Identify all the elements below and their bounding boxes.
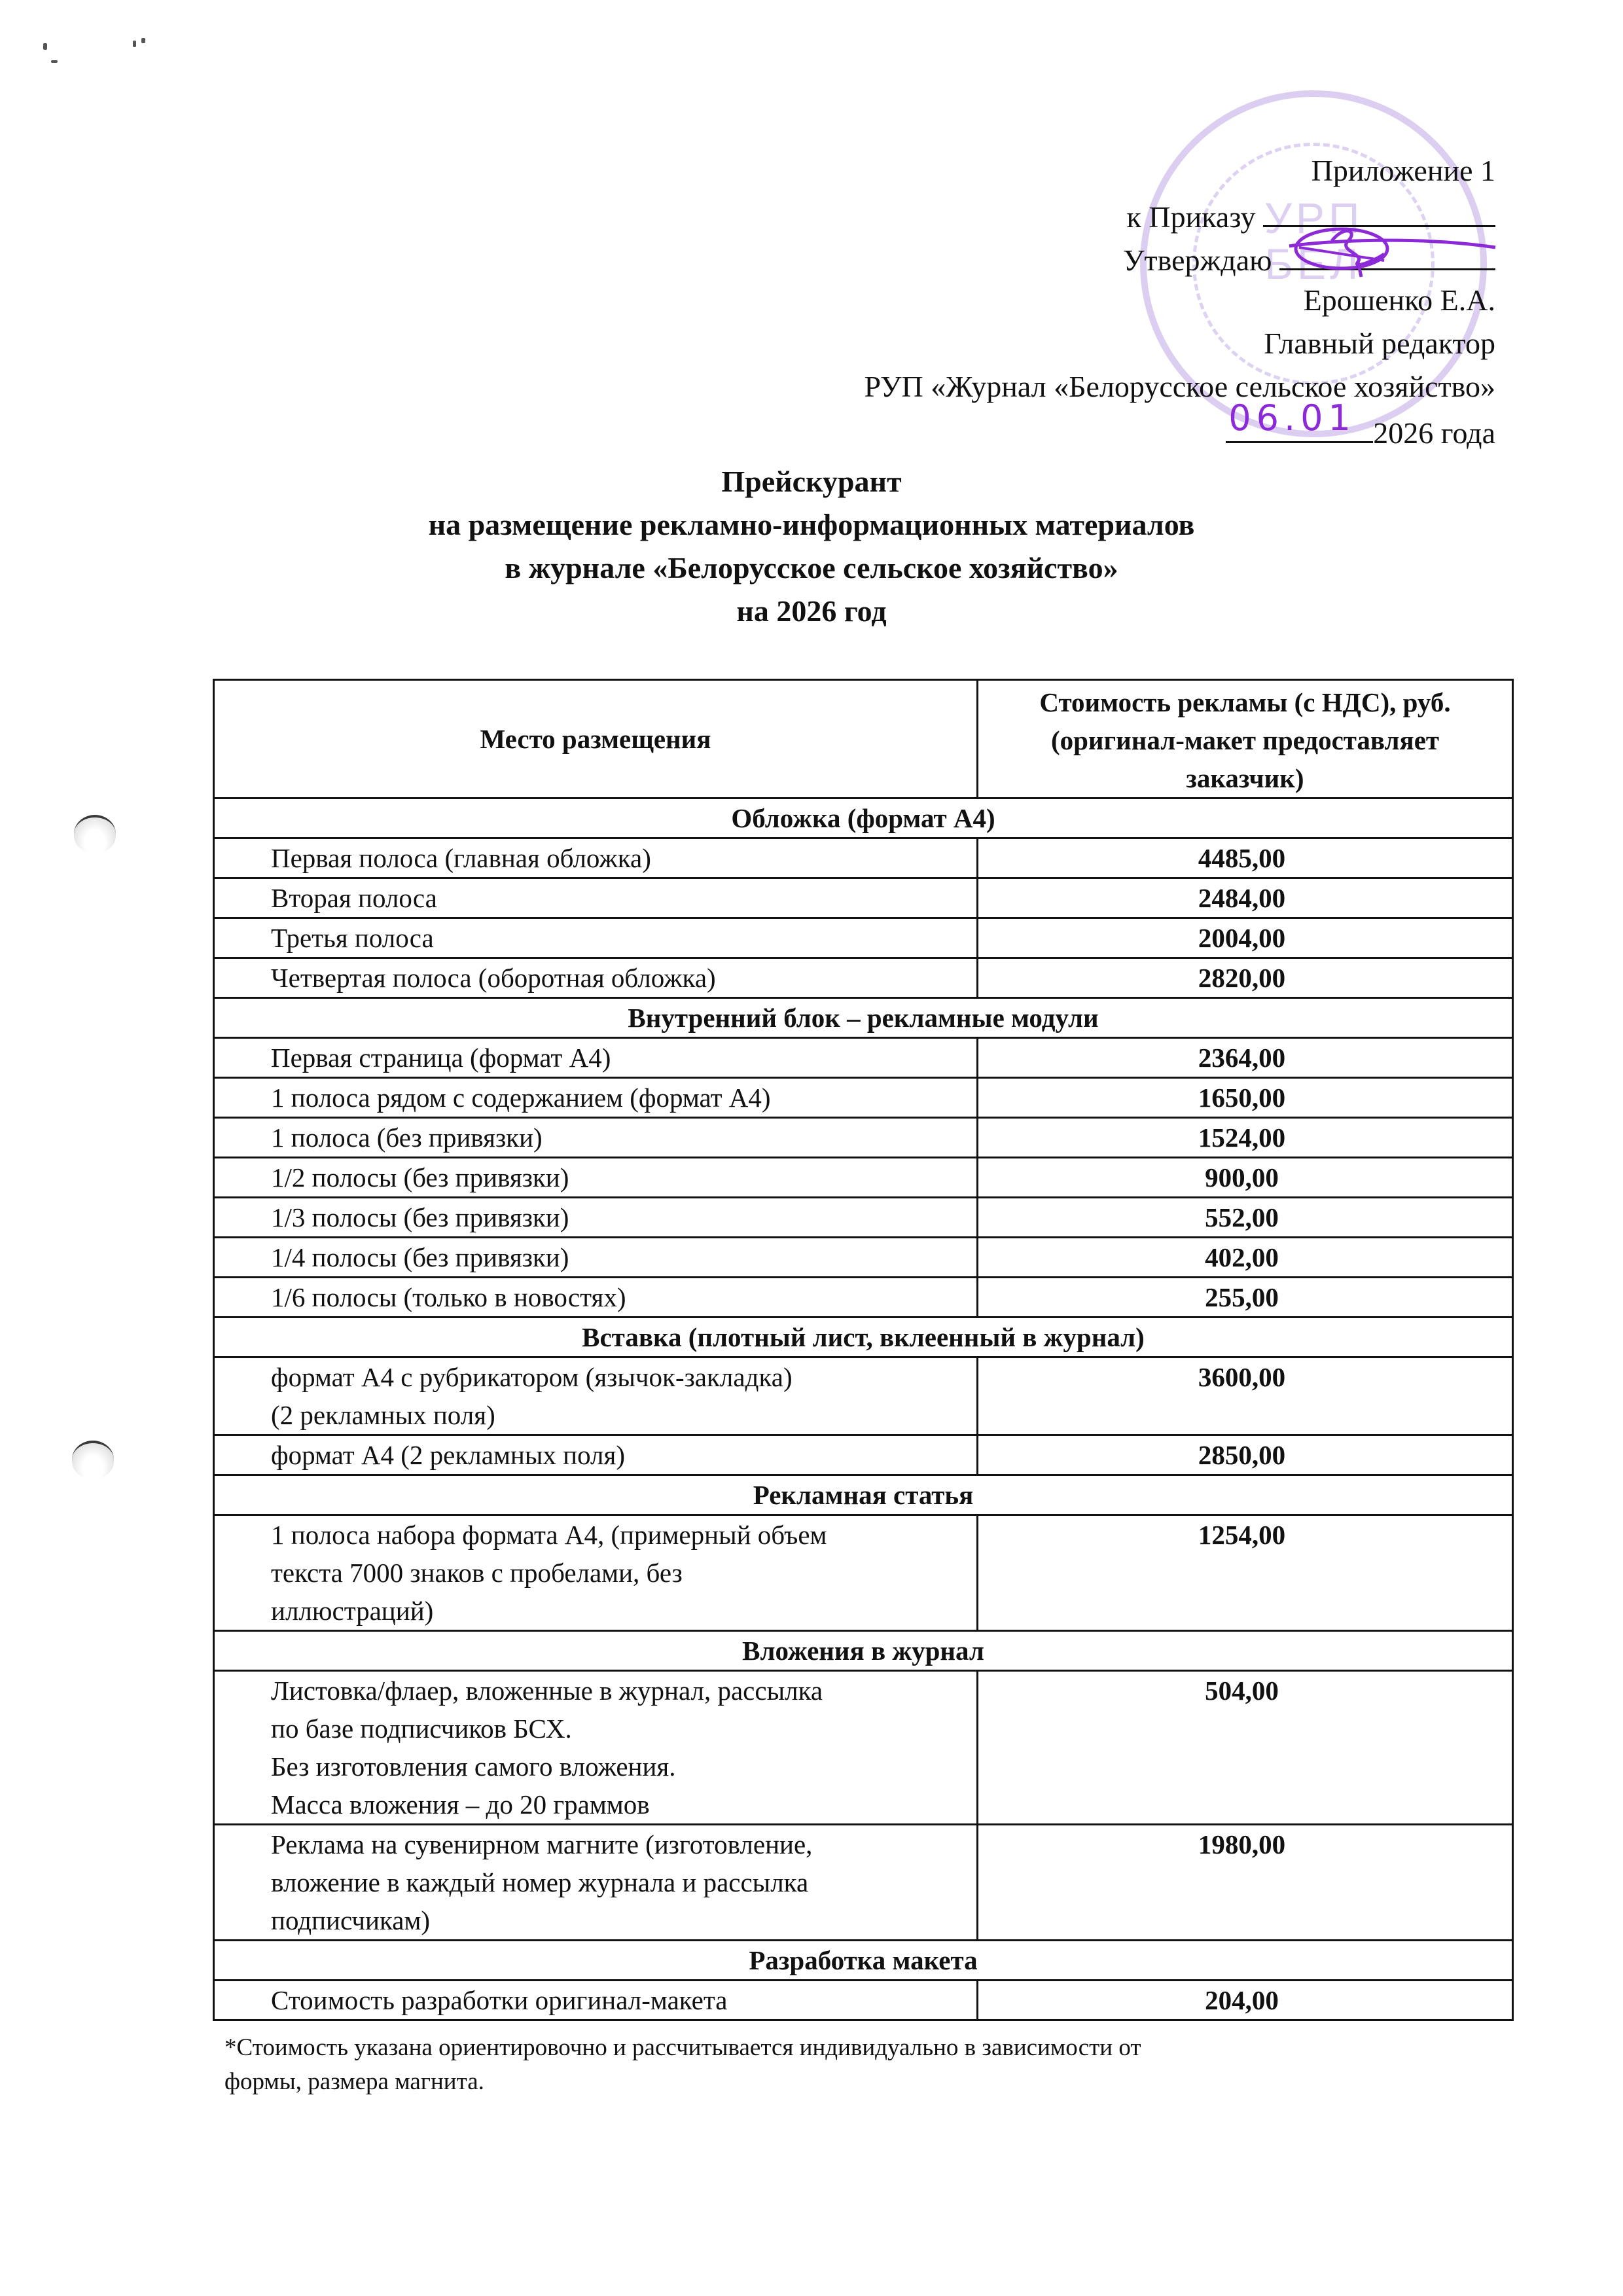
column-header-price bbox=[978, 680, 1513, 798]
placement-cell bbox=[214, 838, 978, 878]
placement-text-line: 1 полоса набора формата А4, (примерный объем bbox=[271, 1520, 827, 1550]
table-row bbox=[214, 1825, 1513, 1941]
stamp-center-text: УРП БЕЛ bbox=[1264, 194, 1364, 288]
price-cell: 900,00 bbox=[978, 1158, 1513, 1198]
placement-text-line: формат А4 (2 рекламных поля) bbox=[271, 1440, 626, 1470]
punch-hole-top bbox=[74, 815, 116, 853]
date-line bbox=[710, 397, 1495, 452]
placement-text-line: 1 полоса рядом с содержанием (формат А4) bbox=[271, 1083, 771, 1113]
table-row bbox=[214, 1278, 1513, 1318]
price-header-line-1: Стоимость рекламы (с НДС), руб. bbox=[1039, 687, 1451, 717]
table-row bbox=[214, 1198, 1513, 1238]
footnote bbox=[224, 2031, 1337, 2099]
placement-text-line: 1/2 полосы (без привязки) bbox=[271, 1162, 569, 1193]
footnote-line-2: формы, размера магнита. bbox=[224, 2068, 484, 2095]
placement-text-line: Первая полоса (главная обложка) bbox=[271, 843, 651, 873]
placement-text-line: Реклама на сувенирном магните (изготовление, bbox=[271, 1829, 813, 1859]
table-row bbox=[214, 958, 1513, 998]
section-title: Внутренний блок – рекламные модули bbox=[214, 998, 1513, 1038]
placement-text-line: текста 7000 знаков с пробелами, без bbox=[271, 1558, 683, 1588]
price-cell: 552,00 bbox=[978, 1198, 1513, 1238]
placement-cell bbox=[214, 1198, 978, 1238]
table-row bbox=[214, 1515, 1513, 1631]
table-row bbox=[214, 918, 1513, 958]
placement-text-line: 1/3 полосы (без привязки) bbox=[271, 1202, 569, 1232]
section-row bbox=[214, 1318, 1513, 1357]
placement-cell bbox=[214, 1825, 978, 1941]
signature-blank bbox=[1279, 236, 1495, 270]
price-cell: 3600,00 bbox=[978, 1357, 1513, 1435]
table-row bbox=[214, 1435, 1513, 1475]
placement-text-line: 1/4 полосы (без привязки) bbox=[271, 1242, 569, 1272]
signatory-position: Главный редактор bbox=[1264, 327, 1495, 360]
price-cell: 1254,00 bbox=[978, 1515, 1513, 1631]
section-row bbox=[214, 1475, 1513, 1515]
price-cell: 1524,00 bbox=[978, 1118, 1513, 1158]
price-cell: 2484,00 bbox=[978, 878, 1513, 918]
order-label: к Приказу bbox=[1126, 200, 1256, 234]
section-title: Рекламная статья bbox=[214, 1475, 1513, 1515]
section-row bbox=[214, 1941, 1513, 1981]
placement-cell bbox=[214, 1158, 978, 1198]
placement-cell bbox=[214, 1038, 978, 1078]
table-row bbox=[214, 1158, 1513, 1198]
price-cell: 1980,00 bbox=[978, 1825, 1513, 1941]
price-header-line-2: (оригинал-макет предоставляет bbox=[1050, 725, 1440, 755]
approval-block bbox=[710, 149, 1495, 452]
section-row bbox=[214, 798, 1513, 838]
section-row bbox=[214, 1631, 1513, 1671]
placement-cell bbox=[214, 1671, 978, 1825]
signatory-position-line bbox=[710, 322, 1495, 365]
document-title bbox=[0, 460, 1623, 633]
scan-speck bbox=[133, 41, 136, 47]
punch-hole-bottom bbox=[72, 1441, 114, 1479]
signatory-name: Ерошенко Е.А. bbox=[1303, 283, 1495, 317]
organization-name: РУП «Журнал «Белорусское сельское хозяйство» bbox=[864, 370, 1495, 403]
placement-text-line: формат А4 с рубрикатором (язычок-закладка) bbox=[271, 1362, 793, 1392]
table-row bbox=[214, 1357, 1513, 1435]
placement-text-line: 1 полоса (без привязки) bbox=[271, 1122, 543, 1153]
price-cell: 4485,00 bbox=[978, 838, 1513, 878]
table-row bbox=[214, 1118, 1513, 1158]
placement-cell bbox=[214, 1515, 978, 1631]
handwritten-date: 06.01 bbox=[1228, 397, 1356, 439]
approve-label: Утверждаю bbox=[1122, 243, 1272, 277]
placement-text-line: Вторая полоса bbox=[271, 883, 437, 913]
placement-cell bbox=[214, 1357, 978, 1435]
section-title: Вложения в журнал bbox=[214, 1631, 1513, 1671]
price-cell: 2820,00 bbox=[978, 958, 1513, 998]
table-row bbox=[214, 1038, 1513, 1078]
title-line-4: на 2026 год bbox=[736, 594, 887, 628]
table-row bbox=[214, 878, 1513, 918]
signatory-name-line bbox=[710, 279, 1495, 322]
price-cell: 204,00 bbox=[978, 1981, 1513, 2020]
appendix-label: Приложение 1 bbox=[1311, 154, 1495, 187]
placement-text-line: Без изготовления самого вложения. bbox=[271, 1751, 676, 1782]
table-row bbox=[214, 838, 1513, 878]
scan-speck bbox=[43, 43, 47, 50]
placement-text-line: вложение в каждый номер журнала и рассылка bbox=[271, 1867, 809, 1897]
appendix-line bbox=[710, 149, 1495, 192]
price-cell: 2364,00 bbox=[978, 1038, 1513, 1078]
date-blank bbox=[1226, 397, 1373, 443]
placement-cell bbox=[214, 1238, 978, 1278]
table-row bbox=[214, 1671, 1513, 1825]
placement-text-line: Четвертая полоса (оборотная обложка) bbox=[271, 963, 716, 993]
table-body bbox=[214, 798, 1513, 2020]
placement-text-line: Третья полоса bbox=[271, 923, 434, 953]
section-title: Разработка макета bbox=[214, 1941, 1513, 1981]
placement-cell bbox=[214, 878, 978, 918]
placement-cell bbox=[214, 1435, 978, 1475]
price-table bbox=[213, 679, 1514, 2021]
placement-cell bbox=[214, 1278, 978, 1318]
title-line-1: Прейскурант bbox=[721, 465, 902, 498]
table-header-row bbox=[214, 680, 1513, 798]
price-cell: 2850,00 bbox=[978, 1435, 1513, 1475]
placement-cell bbox=[214, 958, 978, 998]
signature-icon bbox=[1286, 221, 1502, 280]
organization-line bbox=[710, 365, 1495, 408]
placement-text-line: Масса вложения – до 20 граммов bbox=[271, 1789, 650, 1820]
placement-text-line: Стоимость разработки оригинал-макета bbox=[271, 1985, 728, 2015]
placement-cell bbox=[214, 918, 978, 958]
section-row bbox=[214, 998, 1513, 1038]
table-row bbox=[214, 1981, 1513, 2020]
scan-speck bbox=[141, 38, 145, 43]
table-row bbox=[214, 1078, 1513, 1118]
placement-text-line: Листовка/флаер, вложенные в журнал, рассылка bbox=[271, 1676, 823, 1706]
scan-speck bbox=[51, 60, 58, 63]
section-title: Обложка (формат А4) bbox=[214, 798, 1513, 838]
price-cell: 1650,00 bbox=[978, 1078, 1513, 1118]
column-header-place: Место размещения bbox=[214, 680, 978, 798]
approve-line bbox=[710, 236, 1495, 279]
price-header-line-3: заказчик) bbox=[1186, 763, 1304, 793]
footnote-line-1: *Стоимость указана ориентировочно и рассчитывается индивидуально в зависимости от bbox=[224, 2034, 1141, 2061]
title-line-3: в журнале «Белорусское сельское хозяйство» bbox=[505, 551, 1118, 584]
placement-text-line: 1/6 полосы (только в новостях) bbox=[271, 1282, 626, 1312]
date-suffix: 2026 года bbox=[1373, 416, 1495, 450]
price-cell: 402,00 bbox=[978, 1238, 1513, 1278]
placement-cell bbox=[214, 1981, 978, 2020]
price-cell: 2004,00 bbox=[978, 918, 1513, 958]
placement-text-line: подписчикам) bbox=[271, 1905, 431, 1935]
placement-text-line: иллюстраций) bbox=[271, 1596, 434, 1626]
placement-text-line: (2 рекламных поля) bbox=[271, 1400, 495, 1430]
price-cell: 255,00 bbox=[978, 1278, 1513, 1318]
table-row bbox=[214, 1238, 1513, 1278]
placement-text-line: по базе подписчиков БСХ. bbox=[271, 1713, 572, 1744]
price-cell: 504,00 bbox=[978, 1671, 1513, 1825]
placement-text-line: Первая страница (формат А4) bbox=[271, 1043, 611, 1073]
title-line-2: на размещение рекламно-информационных материалов bbox=[428, 508, 1195, 541]
section-title: Вставка (плотный лист, вклеенный в журнал) bbox=[214, 1318, 1513, 1357]
placement-cell bbox=[214, 1118, 978, 1158]
placement-cell bbox=[214, 1078, 978, 1118]
